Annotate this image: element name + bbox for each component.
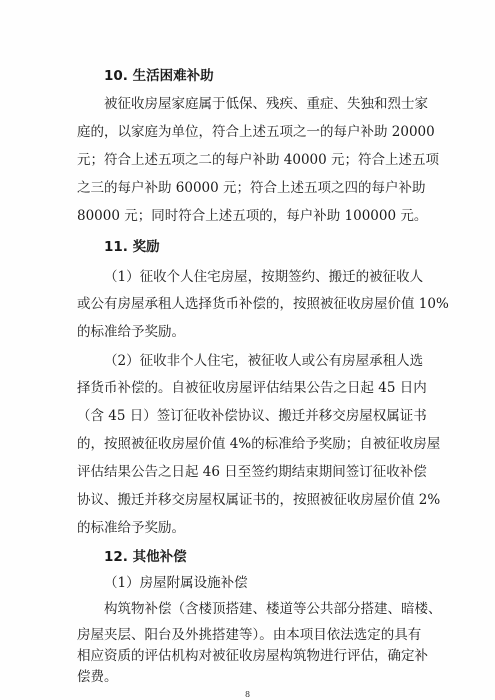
section-11-para2-line-2: 择货币补偿的。自被征收房屋评估结果公告之日起 45 日内	[77, 380, 427, 396]
section-11-para2-line-3: （含 45 日）签订征收补偿协议、搬迁并移交房屋权属证书	[77, 408, 427, 424]
section-11-para1-line-3: 的标准给予奖励。	[77, 324, 185, 340]
section-11-heading: 11. 奖励	[104, 239, 160, 255]
section-10-line-1: 被征收房屋家庭属于低保、残疾、重症、失独和烈士家	[104, 96, 428, 112]
section-10-line-2: 庭的，以家庭为单位，符合上述五项之一的每户补助 20000	[77, 124, 435, 140]
section-11-para2-line-4: 的，按照被征收房屋价值 4%的标准给予奖励；自被征收房屋	[77, 436, 441, 452]
page-number: 8	[244, 690, 251, 699]
section-10-line-3: 元；符合上述五项之二的每户补助 40000 元；符合上述五项	[77, 152, 440, 168]
section-10-line-5: 80000 元；同时符合上述五项的，每户补助 100000 元。	[77, 208, 428, 224]
section-11-para2-line-7: 的标准给予奖励。	[77, 520, 185, 536]
section-12-heading: 12. 其他补偿	[104, 549, 187, 565]
section-11-para2-line-5: 评估结果公告之日起 46 日至签约期结束期间签订征收补偿	[77, 464, 427, 480]
section-12-subheading: （1）房屋附属设施补偿	[104, 575, 248, 591]
section-12-line-4: 偿费。	[77, 669, 118, 685]
section-12-line-2: 房屋夹层、阳台及外挑搭建等）。由本项目依法选定的具有	[77, 627, 422, 643]
section-10-heading: 10. 生活困难补助	[104, 68, 214, 84]
section-11-para2-line-6: 协议、搬迁并移交房屋权属证书的，按照被征收房屋价值 2%	[77, 492, 441, 508]
section-11-para2-line-1: （2）征收非个人住宅，被征收人或公有房屋承租人选	[104, 353, 424, 369]
section-11-para1-line-1: （1）征收个人住宅房屋，按期签约、搬迁的被征收人	[104, 269, 424, 285]
section-12-line-1: 构筑物补偿（含楼顶搭建、楼道等公共部分搭建、暗楼、	[104, 601, 442, 617]
section-10-line-4: 之三的每户补助 60000 元；符合上述五项之四的每户补助	[77, 180, 426, 196]
section-12-line-3: 相应资质的评估机构对被征收房屋构筑物进行评估，确定补	[77, 648, 428, 664]
section-11-para1-line-2: 或公有房屋承租人选择货币补偿的，按照被征收房屋价值 10%	[77, 296, 449, 312]
